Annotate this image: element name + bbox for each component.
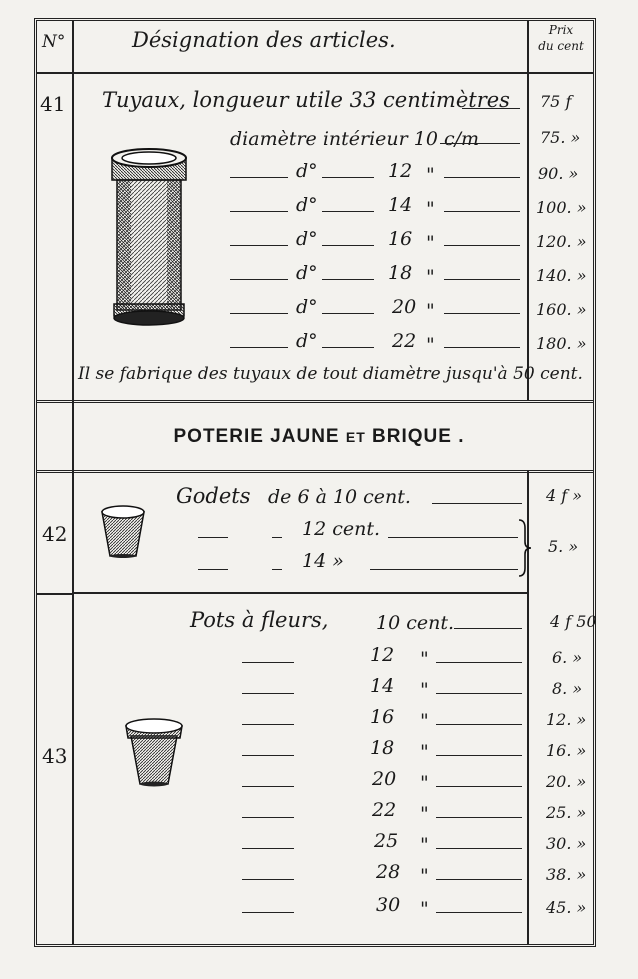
section-title-conjunction: ET bbox=[345, 429, 366, 445]
leader-dash bbox=[242, 912, 294, 913]
godets-title: Godets bbox=[176, 484, 251, 508]
leader-dash bbox=[242, 879, 294, 880]
item-number-41: 41 bbox=[40, 92, 66, 116]
leader-dash bbox=[322, 211, 374, 212]
ditto-mark: d° bbox=[296, 296, 318, 318]
leader-dash bbox=[322, 177, 374, 178]
item-number-42: 42 bbox=[42, 522, 68, 546]
header-designation: Désignation des articles. bbox=[132, 28, 396, 52]
ditto-quote: " bbox=[420, 834, 429, 856]
leader-dash bbox=[436, 755, 522, 756]
pots-size: 30 bbox=[376, 894, 401, 916]
tuyaux-price: 120. » bbox=[536, 232, 587, 251]
pots-size: 20 bbox=[372, 768, 397, 790]
header-price bbox=[532, 22, 590, 54]
leader-dash bbox=[242, 693, 294, 694]
leader-dash bbox=[322, 245, 374, 246]
ditto-quote: " bbox=[426, 266, 435, 288]
ditto-quote: " bbox=[426, 300, 435, 322]
leader-dash bbox=[454, 628, 522, 629]
pots-size: 25 bbox=[374, 830, 399, 852]
tuyaux-sub-price: 75. » bbox=[540, 128, 581, 147]
leader-dash bbox=[370, 569, 518, 570]
pots-price: 16. » bbox=[546, 741, 587, 760]
ditto-quote: " bbox=[420, 710, 429, 732]
leader-dash bbox=[444, 177, 520, 178]
row-rule-42-43-no bbox=[37, 593, 73, 595]
curly-brace bbox=[517, 518, 533, 578]
pots-price: 30. » bbox=[546, 834, 587, 853]
godets-price-1: 4 f » bbox=[546, 486, 583, 505]
leader-dash bbox=[230, 347, 288, 348]
section-title-end: BRIQUE . bbox=[372, 426, 465, 447]
leader-dash bbox=[242, 662, 294, 663]
item-number-43: 43 bbox=[42, 744, 68, 768]
pots-first-size: 10 cent. bbox=[376, 612, 455, 634]
tuyaux-sub-label: diamètre intérieur 10 c/m bbox=[230, 128, 480, 150]
tuyaux-price: 90. » bbox=[538, 164, 579, 183]
ditto-quote: " bbox=[426, 232, 435, 254]
godets-row-2: 12 cent. bbox=[302, 518, 381, 540]
tuyaux-size: 20 bbox=[392, 296, 417, 318]
ditto-quote: " bbox=[420, 898, 429, 920]
godets-row-3: 14 » bbox=[302, 550, 344, 572]
godet-pot-illustration bbox=[98, 502, 148, 558]
leader-dash bbox=[388, 537, 518, 538]
leader-dash bbox=[436, 662, 522, 663]
leader-dash bbox=[198, 537, 228, 538]
leader-dash bbox=[444, 347, 520, 348]
leader-dash bbox=[322, 347, 374, 348]
section-title-main: POTERIE JAUNE bbox=[173, 426, 340, 447]
leader-dash bbox=[230, 211, 288, 212]
leader-dash bbox=[436, 786, 522, 787]
leader-dash bbox=[436, 724, 522, 725]
leader-dash bbox=[230, 313, 288, 314]
leader-dash bbox=[242, 755, 294, 756]
leader-dash bbox=[272, 537, 282, 538]
tuyaux-size: 14 bbox=[388, 194, 413, 216]
leader-dash bbox=[444, 313, 520, 314]
pots-price: 8. » bbox=[552, 679, 583, 698]
flower-pot-illustration bbox=[122, 716, 186, 788]
pots-size: 14 bbox=[370, 675, 395, 697]
leader-dash bbox=[440, 143, 520, 144]
pots-size: 18 bbox=[370, 737, 395, 759]
tuyaux-size: 12 bbox=[388, 160, 413, 182]
ditto-quote: " bbox=[426, 334, 435, 356]
leader-dash bbox=[230, 279, 288, 280]
section-rule-bottom bbox=[37, 470, 593, 473]
leader-dash bbox=[436, 912, 522, 913]
pots-size: 22 bbox=[372, 799, 397, 821]
pots-first-price: 4 f 50 bbox=[550, 612, 597, 631]
leader-dash bbox=[272, 569, 282, 570]
pots-price: 45. » bbox=[546, 898, 587, 917]
pots-price: 38. » bbox=[546, 865, 587, 884]
leader-dash bbox=[322, 279, 374, 280]
pots-size: 12 bbox=[370, 644, 395, 666]
ditto-quote: " bbox=[420, 679, 429, 701]
leader-dash bbox=[462, 108, 520, 109]
ditto-mark: d° bbox=[296, 228, 318, 250]
row-rule-42-43 bbox=[72, 592, 527, 594]
leader-dash bbox=[242, 817, 294, 818]
tuyaux-size: 16 bbox=[388, 228, 413, 250]
ditto-mark: d° bbox=[296, 194, 318, 216]
ditto-quote: " bbox=[426, 164, 435, 186]
pots-price: 12. » bbox=[546, 710, 587, 729]
col-rule-left bbox=[72, 20, 74, 944]
leader-dash bbox=[436, 693, 522, 694]
header-rule bbox=[37, 72, 593, 74]
pots-size: 28 bbox=[376, 861, 401, 883]
tuyaux-price: 100. » bbox=[536, 198, 587, 217]
leader-dash bbox=[230, 177, 288, 178]
section-rule-top bbox=[37, 400, 593, 403]
leader-dash bbox=[436, 879, 522, 880]
ditto-mark: d° bbox=[296, 262, 318, 284]
header-number: N° bbox=[42, 32, 66, 52]
pots-price: 6. » bbox=[552, 648, 583, 667]
ditto-quote: " bbox=[420, 865, 429, 887]
leader-dash bbox=[444, 245, 520, 246]
tuyaux-size: 22 bbox=[392, 330, 417, 352]
godets-range: de 6 à 10 cent. bbox=[268, 486, 411, 508]
header-price-line2: du cent bbox=[538, 39, 584, 53]
ditto-quote: " bbox=[426, 198, 435, 220]
col-rule-right bbox=[527, 20, 529, 400]
pots-price: 20. » bbox=[546, 772, 587, 791]
tuyaux-size: 18 bbox=[388, 262, 413, 284]
ditto-quote: " bbox=[420, 772, 429, 794]
pipe-illustration bbox=[106, 144, 192, 330]
leader-dash bbox=[432, 503, 522, 504]
ditto-mark: d° bbox=[296, 160, 318, 182]
tuyaux-price: 160. » bbox=[536, 300, 587, 319]
tuyaux-title-price: 75 f bbox=[540, 92, 572, 111]
tuyaux-price: 140. » bbox=[536, 266, 587, 285]
leader-dash bbox=[444, 279, 520, 280]
leader-dash bbox=[230, 245, 288, 246]
leader-dash bbox=[242, 724, 294, 725]
leader-dash bbox=[198, 569, 228, 570]
ditto-quote: " bbox=[420, 741, 429, 763]
section-title bbox=[0, 426, 638, 448]
leader-dash bbox=[322, 313, 374, 314]
ditto-quote: " bbox=[420, 648, 429, 670]
leader-dash bbox=[436, 817, 522, 818]
pots-title: Pots à fleurs, bbox=[190, 608, 329, 632]
ditto-quote: " bbox=[420, 803, 429, 825]
godets-price-2: 5. » bbox=[548, 537, 579, 556]
tuyaux-price: 180. » bbox=[536, 334, 587, 353]
pots-price: 25. » bbox=[546, 803, 587, 822]
leader-dash bbox=[436, 848, 522, 849]
ditto-mark: d° bbox=[296, 330, 318, 352]
tuyaux-title: Tuyaux, longueur utile 33 centimètres bbox=[102, 88, 510, 112]
header-price-line1: Prix bbox=[548, 23, 574, 37]
pots-size: 16 bbox=[370, 706, 395, 728]
leader-dash bbox=[444, 211, 520, 212]
leader-dash bbox=[242, 786, 294, 787]
leader-dash bbox=[242, 848, 294, 849]
tuyaux-note: Il se fabrique des tuyaux de tout diamètre jusqu'à 50 cent. bbox=[78, 364, 583, 384]
